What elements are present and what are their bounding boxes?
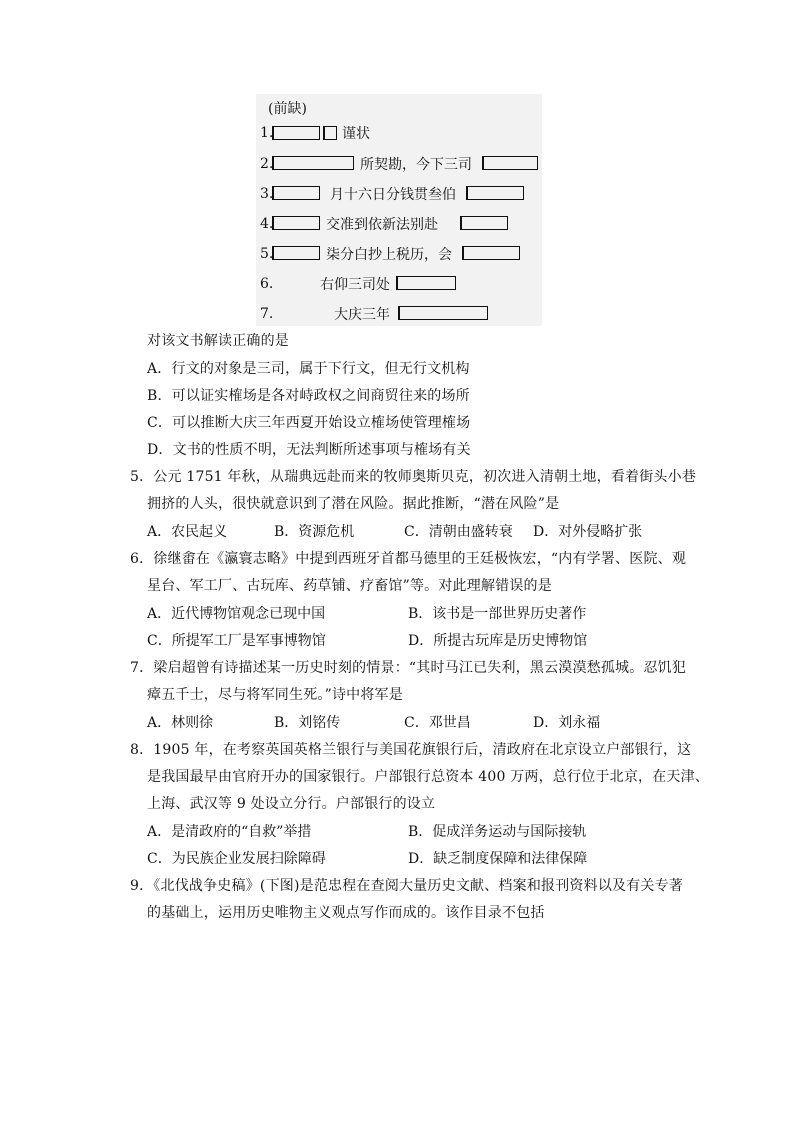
missing-text-box (462, 246, 520, 260)
document-line-text: 交准到依新法别赴 (326, 217, 438, 233)
question-9-stem-line: 的基础上，运用历史唯物主义观点写作而成的。该作目录不包括 (147, 905, 545, 921)
question-5-option-a: A．农民起义 (147, 524, 228, 540)
question-7-option-b: B．刘铭传 (274, 715, 341, 731)
question-8-option-a: A．是清政府的“自救”举措 (147, 824, 312, 840)
document-line-text: 谨状 (342, 126, 370, 142)
document-line-number: 6. (260, 276, 274, 292)
question-8-stem-line: 上海、武汉等 9 处设立分行。户部银行的设立 (147, 796, 436, 812)
question-6-option-a: A．近代博物馆观念已现中国 (147, 606, 326, 622)
document-line-text: 柒分白抄上税历，会 (326, 247, 452, 263)
missing-text-box (396, 276, 456, 290)
missing-text-box (272, 246, 320, 260)
question-8-option-b: B．促成洋务运动与国际接轨 (408, 824, 587, 840)
missing-text-box (460, 216, 508, 230)
question-7-stem-line: 7．梁启超曾有诗描述某一历史时刻的情景：“其时马江已失利，黑云漠漠愁孤城。忍饥犯 (130, 660, 687, 676)
missing-text-box (272, 126, 320, 140)
question-8-stem-line: 8．1905 年，在考察英国英格兰银行与美国花旗银行后，清政府在北京设立户部银行，这 (130, 742, 692, 758)
question-6-stem-line: 6．徐继畬在《瀛寰志略》中提到西班牙首都马德里的王廷极恢宏，“内有学署、医院、观 (130, 551, 687, 567)
question-7-option-d: D．刘永福 (533, 715, 601, 731)
document-line-number: 1. (260, 125, 274, 141)
document-image (256, 94, 542, 326)
question-6-option-c: C．所提军工厂是军事博物馆 (147, 633, 326, 649)
document-line-text: 月十六日分钱贯叁伯 (330, 187, 456, 203)
document-heading: (前缺) (268, 101, 307, 117)
question-5-option-c: C．清朝由盛转衰 (404, 524, 513, 540)
question-4-option-c: C．可以推断大庆三年西夏开始设立榷场使管理榷场 (147, 415, 471, 431)
document-line-number: 7. (260, 306, 274, 322)
question-6-option-d: D．所提古玩库是历史博物馆 (408, 633, 588, 649)
question-4-option-b: B．可以证实榷场是各对峙政权之间商贸往来的场所 (147, 388, 470, 404)
document-line-number: 4. (260, 216, 274, 232)
question-4-option-a: A．行文的对象是三司，属于下行文，但无行文机构 (147, 361, 470, 377)
document-line-text: 大庆三年 (334, 307, 390, 323)
question-8-stem-line: 是我国最早由官府开办的国家银行。户部银行总资本 400 万两，总行位于北京，在天津、 (147, 769, 710, 785)
question-9-stem-line: 9．《北伐战争史稿》(下图)是范忠程在查阅大量历史文献、档案和报刊资料以及有关专著 (130, 878, 684, 894)
question-7-stem-line: 瘴五千士，尽与将军同生死。”诗中将军是 (147, 687, 403, 703)
missing-text-box (398, 306, 488, 320)
missing-text-box (323, 126, 337, 140)
question-5-option-b: B．资源危机 (274, 524, 355, 540)
missing-text-box (272, 216, 320, 230)
question-4-option-d: D．文书的性质不明，无法判断所述事项与榷场有关 (147, 442, 471, 458)
missing-text-box (466, 186, 524, 200)
question-6-stem-line: 星台、军工厂、古玩库、药草铺、疗畜馆”等。对此理解错误的是 (147, 578, 552, 594)
question-5-stem-line: 拥挤的人头，很快就意识到了潜在风险。据此推断，“潜在风险”是 (147, 496, 560, 512)
document-line-text: 所契勘，今下三司 (360, 157, 472, 173)
missing-text-box (272, 156, 354, 170)
question-5-stem-line: 5．公元 1751 年秋，从瑞典远赴而来的牧师奥斯贝克，初次进入清朝土地，看着街头小巷 (130, 469, 697, 485)
question-8-option-c: C．为民族企业发展扫除障碍 (147, 851, 326, 867)
question-7-option-c: C．邓世昌 (404, 715, 471, 731)
document-line-text: 右仰三司处 (320, 277, 390, 293)
question-6-option-b: B．该书是一部世界历史著作 (408, 606, 587, 622)
question-5-option-d: D．对外侵略扩张 (533, 524, 643, 540)
question-8-option-d: D．缺乏制度保障和法律保障 (408, 851, 588, 867)
missing-text-box (272, 186, 320, 200)
document-line-number: 3. (260, 186, 274, 202)
question-4-stem: 对该文书解读正确的是 (147, 333, 289, 349)
missing-text-box (482, 156, 538, 170)
document-line-number: 2. (260, 156, 274, 172)
document-line-number: 5. (260, 246, 274, 262)
question-7-option-a: A．林则徐 (147, 715, 214, 731)
